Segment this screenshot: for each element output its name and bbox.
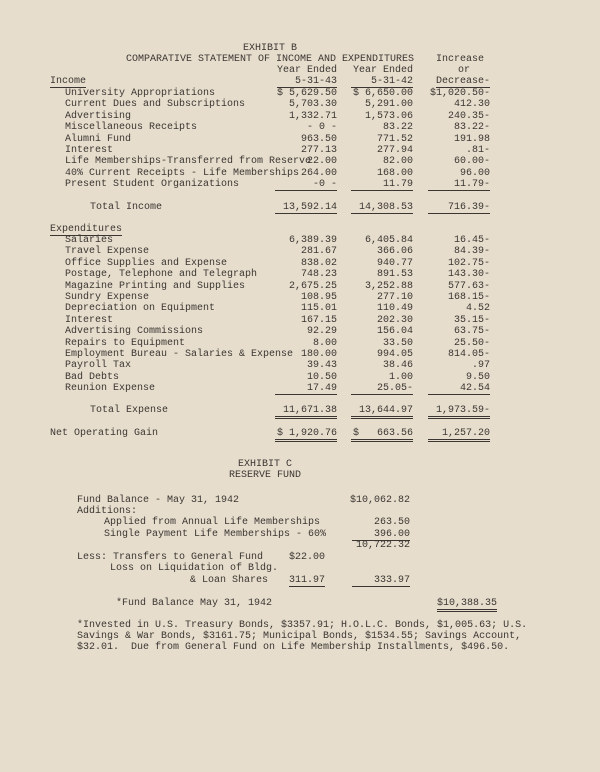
row-change: 42.54 — [428, 383, 490, 395]
row-label: Office Supplies and Expense — [65, 257, 228, 269]
row-change: 25.50- — [453, 337, 490, 349]
row-value-1943: 838.02 — [300, 257, 337, 269]
row-label: Net Operating Gain — [50, 428, 159, 439]
row-change: 1,973.59- — [428, 405, 490, 419]
row-value-1942: 38.46 — [382, 360, 413, 372]
row-change: 35.15- — [453, 314, 490, 326]
row-value-1943: 13,592.14 — [275, 202, 337, 214]
row-label: 40% Current Receipts - Life Memberships — [65, 167, 300, 179]
row-value-1943: 11,671.38 — [275, 405, 337, 419]
row-label: Bad Debts — [65, 371, 120, 383]
row-value-1943: 277.13 — [300, 145, 337, 156]
row-value-1943: 10.50 — [306, 371, 337, 383]
row-change: .97 — [471, 360, 490, 372]
expenditures-heading: Expenditures — [50, 224, 123, 235]
col1-header: Year Ended — [276, 65, 337, 76]
row-value-1942: 3,252.88 — [364, 280, 413, 292]
row-change: 4.52 — [465, 303, 490, 315]
row-value-1943: 281.67 — [300, 246, 337, 258]
row-value-1943: $ 5,629.50 — [276, 88, 337, 99]
row-value-1943: 17.49 — [275, 383, 337, 395]
row-value-1943: 2,675.25 — [288, 280, 337, 292]
row-change: 9.50 — [465, 371, 490, 383]
row-value-1943: 92.29 — [306, 326, 337, 338]
row-value-1942: 771.52 — [376, 133, 413, 145]
row-value-1942: 277.10 — [376, 292, 413, 303]
row-value-1942: 14,308.53 — [351, 202, 413, 214]
row-value-1943: 963.50 — [300, 133, 337, 145]
col2-header: 5-31-42 — [351, 76, 413, 88]
row-value-1943: 115.01 — [300, 303, 337, 315]
row-label: Travel Expense — [65, 246, 150, 258]
row-label: University Appropriations — [65, 88, 216, 99]
row-label: Present Student Organizations — [65, 179, 240, 191]
fund-balance-value: $10,062.82 — [349, 495, 410, 506]
row-change: 60.00- — [453, 156, 490, 168]
col3-header: Increase — [435, 54, 484, 65]
row-label: Advertising Commissions — [65, 326, 204, 338]
col3-header: or — [457, 65, 470, 76]
row-value-1942: 940.77 — [376, 257, 413, 269]
col3-header: Decrease- — [435, 76, 490, 87]
single-label: Single Payment Life Memberships - 60% — [104, 529, 327, 540]
row-label: Magazine Printing and Supplies — [65, 280, 246, 292]
applied-value: 263.50 — [373, 517, 410, 528]
row-label: Miscellaneous Receipts — [65, 122, 198, 134]
row-value-1943: 5,703.30 — [288, 99, 337, 111]
less-label: Less: Transfers to General Fund — [77, 552, 264, 563]
income-heading: Income — [50, 76, 87, 87]
footnote-line: *Invested in U.S. Treasury Bonds, $3357.91; H.O.L.C. Bonds, $1,005.63; U.S. — [77, 620, 528, 631]
row-value-1942: 110.49 — [376, 303, 413, 315]
row-value-1942: 33.50 — [382, 337, 413, 349]
loss-total-value: 333.97 — [352, 575, 410, 587]
row-value-1942: $ 6,650.00 — [352, 88, 413, 99]
row-label: Interest — [65, 145, 114, 156]
exhibit-b-title: EXHIBIT B — [242, 43, 297, 54]
row-label: Interest — [65, 314, 114, 326]
row-change: 716.39- — [428, 202, 490, 214]
exhibit-c-subtitle: RESERVE FUND — [228, 470, 301, 481]
row-value-1942: 5,291.00 — [364, 99, 413, 111]
row-value-1943: 180.00 — [300, 349, 337, 360]
row-change: 1,257.20 — [428, 428, 490, 442]
row-value-1942: 6,405.84 — [364, 235, 413, 246]
less-value: $22.00 — [288, 552, 325, 563]
row-value-1942: 83.22 — [382, 122, 413, 134]
row-value-1943: 108.95 — [300, 292, 337, 303]
row-label: Total Expense — [90, 405, 169, 416]
row-value-1943: 264.00 — [300, 167, 337, 179]
row-value-1943: - 0 - — [306, 122, 337, 134]
row-value-1942: 366.06 — [376, 246, 413, 258]
row-label: Reunion Expense — [65, 383, 156, 395]
row-value-1942: 202.30 — [376, 314, 413, 326]
applied-label: Applied from Annual Life Memberships — [104, 517, 321, 528]
row-change: 240.35- — [447, 110, 490, 122]
row-value-1942: 994.05 — [376, 349, 413, 360]
row-value-1942: 13,644.97 — [351, 405, 413, 419]
row-change: 168.15- — [447, 292, 490, 303]
row-change: 577.63- — [447, 280, 490, 292]
row-change: 11.79- — [428, 179, 490, 191]
row-value-1943: 1,332.71 — [288, 110, 337, 122]
row-change: .81- — [465, 145, 490, 156]
col2-header: Year Ended — [352, 65, 413, 76]
row-value-1943: 22.00 — [306, 156, 337, 168]
row-value-1942: $ 663.56 — [351, 428, 413, 442]
row-value-1942: 82.00 — [382, 156, 413, 168]
row-value-1942: 277.94 — [376, 145, 413, 156]
row-change: 102.75- — [447, 257, 490, 269]
loan-label: & Loan Shares — [190, 575, 269, 586]
row-label: Payroll Tax — [65, 360, 132, 372]
row-change: 412.30 — [453, 99, 490, 111]
row-change: $1,020.50- — [429, 88, 490, 99]
fund-balance-label: Fund Balance - May 31, 1942 — [77, 495, 240, 506]
row-value-1943: 748.23 — [300, 269, 337, 281]
row-label: Current Dues and Subscriptions — [65, 99, 246, 111]
row-label: Life Memberships-Transferred from Reserve — [65, 156, 312, 168]
row-value-1943: 167.15 — [300, 314, 337, 326]
row-value-1942: 1.00 — [388, 371, 413, 383]
row-change: 16.45- — [453, 235, 490, 246]
row-value-1943: $ 1,920.76 — [275, 428, 337, 442]
loan-value: 311.97 — [288, 575, 325, 586]
footnote-line: Savings & War Bonds, $3161.75; Municipal Bonds, $1534.55; Savings Account, — [77, 631, 522, 642]
additions-label: Additions: — [77, 506, 138, 517]
row-change: 814.05- — [447, 349, 490, 360]
row-value-1942: 156.04 — [376, 326, 413, 338]
subtotal-value: 10,722.32 — [355, 540, 410, 551]
row-value-1943: 6,389.39 — [288, 235, 337, 246]
row-label: Alumni Fund — [65, 133, 132, 145]
row-label: Depreciation on Equipment — [65, 303, 216, 315]
row-value-1943: -0 - — [275, 179, 337, 191]
row-value-1943: 39.43 — [306, 360, 337, 372]
row-change: 83.22- — [453, 122, 490, 134]
row-change: 96.00 — [459, 167, 490, 179]
footnote-line: $32.01. Due from General Fund on Life Membership Installments, $496.50. — [77, 642, 510, 653]
row-label: Salaries — [65, 235, 114, 246]
row-label: Total Income — [90, 202, 163, 213]
row-value-1942: 1,573.06 — [364, 110, 413, 122]
row-value-1942: 891.53 — [376, 269, 413, 281]
fund-balance-end-label: *Fund Balance May 31, 1942 — [116, 598, 273, 609]
row-change: 191.98 — [453, 133, 490, 145]
single-value: 396.00 — [352, 529, 410, 541]
row-value-1942: 11.79 — [351, 179, 413, 191]
row-label: Postage, Telephone and Telegraph — [65, 269, 258, 281]
fund-balance-end-value: $10,388.35 — [437, 598, 497, 612]
row-change: 143.30- — [447, 269, 490, 281]
col1-header: 5-31-43 — [277, 76, 337, 88]
exhibit-c-title: EXHIBIT C — [237, 459, 292, 470]
row-change: 63.75- — [453, 326, 490, 338]
row-change: 84.39- — [453, 246, 490, 258]
row-value-1942: 25.05- — [351, 383, 413, 395]
row-value-1943: 8.00 — [312, 337, 337, 349]
exhibit-b-subtitle: COMPARATIVE STATEMENT OF INCOME AND EXPENDITURES — [125, 54, 415, 65]
row-value-1942: 168.00 — [376, 167, 413, 179]
row-label: Repairs to Equipment — [65, 337, 186, 349]
row-label: Advertising — [65, 110, 132, 122]
loss-label: Loss on Liquidation of Bldg. — [110, 563, 279, 574]
row-label: Sundry Expense — [65, 292, 150, 303]
row-label: Employment Bureau - Salaries & Expense — [65, 349, 294, 360]
